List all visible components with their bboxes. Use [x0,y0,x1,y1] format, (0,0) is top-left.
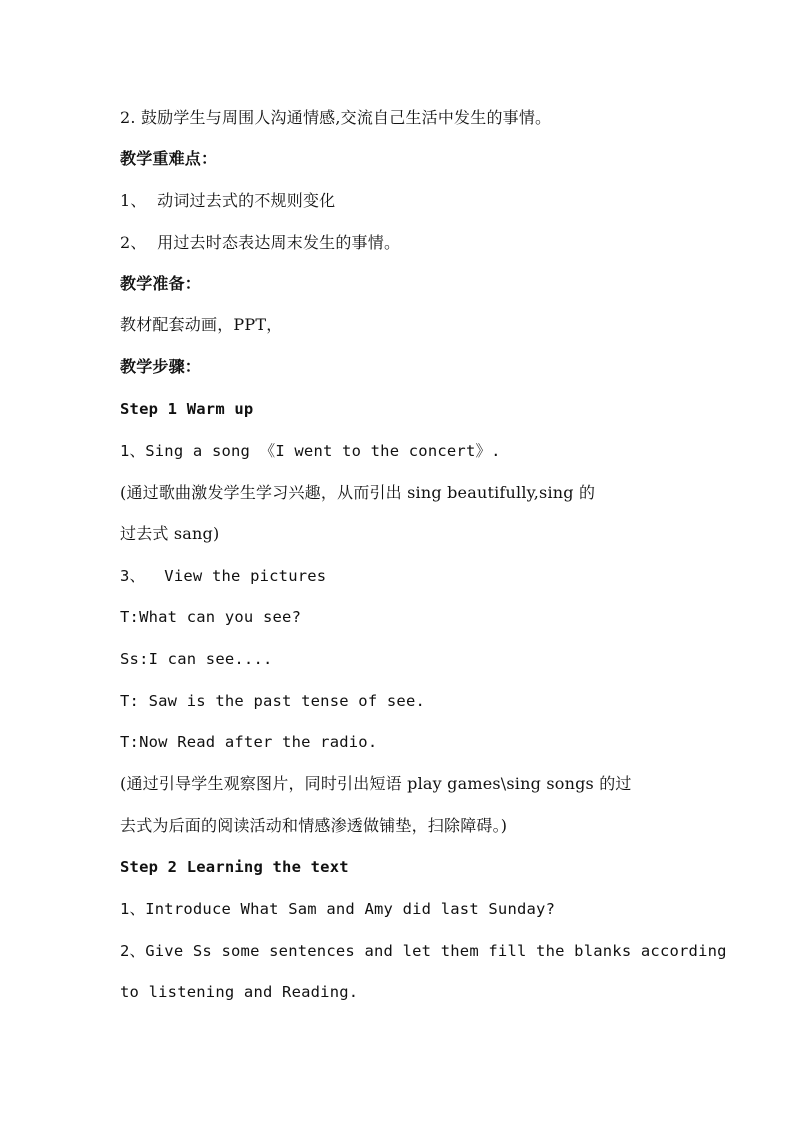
dialog-teacher-question: T:What can you see? [120,608,302,626]
dialog-teacher-instruction: T:Now Read after the radio. [120,733,378,751]
key-point-2-text: 2、 用过去时态表达周末发生的事情。 [120,233,401,252]
step1-note1-line1: (通过歌曲激发学生学习兴趣，从而引出 sing beautifully,sing 的 [120,483,596,502]
step2-item1-text: 1、Introduce What Sam and Amy did last Sunday? [120,900,556,918]
preparation-heading: 教学准备： [120,274,202,293]
step2-item2-line2: to listening and Reading. [120,983,359,1001]
step1-title: Step 1 Warm up [120,400,254,418]
step2-item2-line1: 2、Give Ss some sentences and let them fill the blanks according [120,942,727,960]
dialog-teacher-explanation: T: Saw is the past tense of see. [120,692,426,710]
key-points-heading: 教学重难点： [120,149,218,168]
step1-note2-line2: 去式为后面的阅读活动和情感渗透做铺垫，扫除障碍。) [120,816,508,835]
steps-heading: 教学步骤： [120,357,202,376]
step2-title: Step 2 Learning the text [120,858,349,876]
step1-item1-text: 1、Sing a song 《I went to the concert》. [120,442,501,460]
step1-item3-text: 3、 View the pictures [120,567,327,585]
key-point-1-text: 1、 动词过去式的不规则变化 [120,191,336,210]
step1-note1-line2: 过去式 sang) [120,524,220,543]
objective-2-text: 2. 鼓励学生与周围人沟通情感,交流自己生活中发生的事情。 [120,108,552,127]
step1-note2-line1: (通过引导学生观察图片，同时引出短语 play games\sing songs 的过 [120,774,632,793]
preparation-materials-text: 教材配套动画，PPT， [120,315,283,334]
dialog-students-answer: Ss:I can see.... [120,650,273,668]
